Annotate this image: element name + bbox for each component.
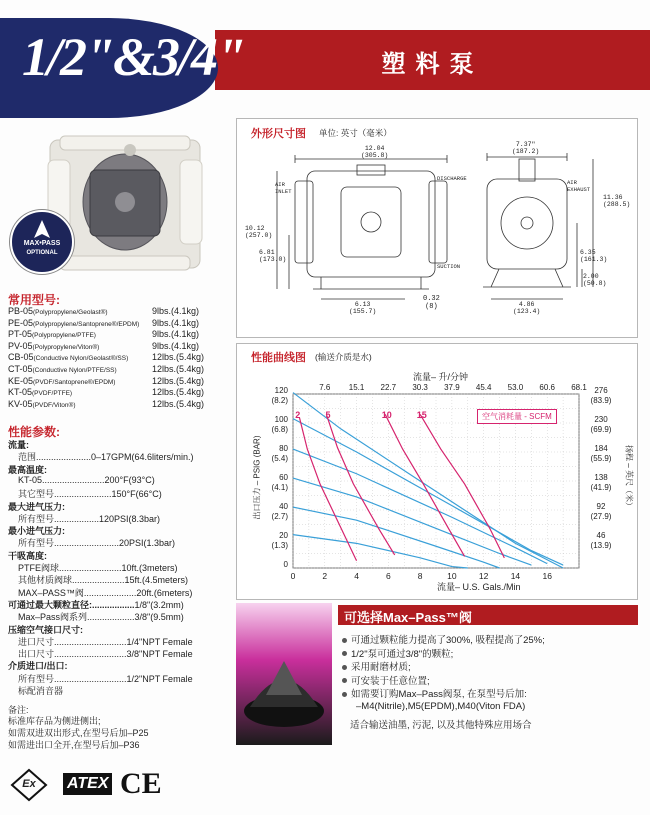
model-code: PE-05 [8,317,34,328]
spec-line [8,659,68,672]
y-left-tick-label: 40 [279,502,288,511]
bullet-text: 可安装于任意位置; [351,675,430,687]
y-right-tick-label: 92 [596,502,606,511]
models-heading: 常用型号: [8,293,60,307]
y-right-tick-label: 276 [594,386,608,395]
maxpass-footer-line: 适合输送油墨, 污泥, 以及其他特殊应用场合 [350,720,532,731]
model-desc: (Polypropylene/PTFE) [32,332,96,340]
model-desc: (Conductive Nylon/Geolast®/SS) [33,355,129,363]
maxpass-title-bar [338,605,638,625]
model-weight: 12lbs.(5.4kg) [152,387,205,398]
model-desc: (Polypropylene/Geolast®) [33,309,108,316]
spec-line [18,610,184,623]
model-row [8,376,115,386]
maxpass-bullet [342,688,632,702]
y-left-tick-label: 60 [279,473,288,482]
model-row [8,352,128,362]
spec-line [18,487,162,500]
model-code: KT-05 [8,387,33,398]
model-code: PB-05 [8,306,34,316]
dim-base-side: 4.86 [518,301,535,308]
dim-h-inlet: 6.81 [259,249,275,256]
spec-label: 可通过最大颗粒直径:................. [8,599,135,610]
spec-label: 其他材质阀球..................... [18,575,125,586]
dim-h-inlet-mm: (173.0) [259,256,287,263]
bullet-dot-icon [342,678,347,683]
dim-h-side-mm: (161.3) [580,256,608,263]
bullet-dot-icon [342,651,347,656]
atex-cert-logo: ATEX [63,773,112,795]
spec-label: 出口尺寸............................. [18,649,127,660]
spec-label: 最小进气压力: [8,526,65,537]
model-weight: 12lbs.(5.4kg) [152,375,205,386]
model-code: CB-05 [8,352,34,363]
y-right-m-label: (27.9) [590,512,612,521]
spec-line [18,536,175,549]
y-right-m-label: (41.9) [590,483,612,492]
spec-value: 3/8"NPT Female [126,649,193,660]
spec-line [8,524,65,537]
bullet-text: 可通过颗粒能力提高了300%, 吸程提高了25%; [351,635,545,646]
spec-line [18,475,155,485]
dim-h-total: 11.36 [603,194,623,201]
spec-value: 120PSI(8.3bar) [99,513,161,524]
spec-line [18,573,188,586]
y-left-bar-label: (6.8) [271,425,288,434]
specs-heading: 性能参数: [8,425,60,439]
spec-line [8,549,47,562]
x-tick-label: 2 [322,571,328,581]
spec-line [18,561,178,574]
dimensions-panel [236,118,638,338]
x-top-tick-label: 37.9 [444,383,460,392]
scfm-legend: 空气消耗量 - SCFM [477,409,557,424]
page-title: 塑料泵 [381,51,484,78]
spec-value: 15ft.(4.5meters) [124,575,189,586]
maxpass-title: 可选择Max–Pass™阀 [344,610,472,625]
spec-value: 20PSI(1.3bar) [119,538,176,549]
dim-h-foot: 2.00 [583,273,599,280]
model-weight: 12lbs.(5.4kg) [152,398,205,409]
spec-line [18,512,160,525]
label-air-inlet: AIR INLET [275,181,292,195]
spec-label: 介质进口/出口: [8,661,68,672]
x-top-tick-label: 15.1 [348,383,365,392]
spec-line [18,684,63,697]
dimensions-unit-note: 单位: 英寸（毫米） [319,128,392,138]
spec-label: 标配消音器 [18,686,64,696]
spec-label: KT-05......................... [18,474,105,485]
maxpass-bullet [342,661,632,675]
spec-line [18,635,193,648]
model-weight: 9lbs.(4.1kg) [152,329,200,340]
spec-value: 3/8"(9.5mm) [134,612,184,623]
dim-h-foot-mm: (50.8) [583,280,607,287]
performance-chart [237,344,637,599]
dim-foot-gap-mm: (8) [425,303,438,311]
bottom-axis-title: 流量– U.S. Gals./Min [437,582,521,592]
max-pass-badge [10,210,74,274]
y-left-bar-label: (8.2) [271,396,288,405]
title-bar [215,30,650,90]
y-right-m-label: (55.9) [590,454,612,463]
model-weight: 12lbs.(5.4kg) [152,364,205,374]
model-row [8,341,99,351]
model-desc: (Conductive Nylon/PTFE/SS) [32,367,117,374]
dim-h-left-mm: (257.0) [245,232,273,239]
label-discharge: DISCHARGE [437,175,467,182]
x-top-tick-label: 68.1 [571,383,587,392]
spec-value: 150°F(66°C) [111,489,162,500]
bullet-dot-icon [342,638,347,643]
y-right-tick-label: 230 [594,415,608,424]
spec-value: 1/8"(3.2mm) [134,599,184,610]
x-tick-label: 16 [542,571,552,581]
right-axis-title: 扬程 – 英尺（米） [624,445,634,510]
spec-label: 所有型号.......................... [18,538,120,549]
performance-panel [236,343,638,600]
model-weight: 12lbs.(5.4kg) [152,352,205,363]
label-air-exhaust: AIR EXHAUST [567,179,591,193]
spec-line [18,586,192,599]
model-row [8,399,76,409]
spec-value: 10ft.(3meters) [121,563,178,573]
note-line: 如需双进双出形式,在型号后加–P25 [8,728,149,738]
spec-label: 最高温度: [8,464,47,475]
scfm-label: 10 [381,410,392,420]
model-weight: 9lbs.(4.1kg) [152,317,200,328]
x-tick-label: 12 [478,571,489,581]
y-right-tick-label: 184 [594,444,608,453]
model-code: KE-05 [8,375,34,386]
model-desc: (Polypropylene/Santoprene®/EPDM) [33,320,140,328]
x-top-tick-label: 60.6 [539,383,556,392]
model-row [8,364,117,374]
ex-cert-logo: Ex [10,768,48,802]
bullet-dot-icon [342,665,347,670]
note-line: 标准库存品为侧进侧出; [8,716,101,726]
spec-label: 最大进气压力: [8,501,65,512]
performance-title: 性能曲线图 [251,352,306,364]
badge-line2: OPTIONAL [26,250,58,256]
model-weight: 9lbs.(4.1kg) [152,306,200,316]
performance-note: (输送介质是水) [315,352,372,362]
model-desc: (Polypropylene/Viton®) [32,343,100,351]
x-top-tick-label: 22.7 [380,383,397,392]
y-right-tick-label: 138 [594,473,608,482]
y-left-bar-label: (4.1) [271,483,288,492]
spec-line [18,647,193,660]
dim-base-front: 6.13 [354,301,371,308]
spec-label: 流量: [8,440,29,450]
scfm-label: 15 [416,410,427,420]
model-row [8,387,72,397]
spec-line [8,463,47,476]
model-desc: (PVDF/Viton®) [32,401,76,409]
model-row [8,329,96,339]
model-row [8,306,108,316]
y-right-m-label: (13.9) [590,541,612,550]
dim-w-front: 12.04 [364,145,385,152]
spec-label: PTFE阀球......................... [18,563,122,573]
note-line: 如需进出口全开,在型号后加–P36 [8,740,140,750]
spec-line [8,598,184,611]
spec-line [18,450,194,463]
scfm-label: 5 [325,410,331,420]
x-tick-label: 10 [447,571,457,581]
x-top-tick-label: 7.6 [319,383,331,392]
spec-label: 干吸高度: [8,550,47,561]
x-tick-label: 14 [510,571,521,581]
spec-line [8,500,65,513]
scfm-label: 2 [295,410,301,420]
bullet-text: 如需要订购Max–Pass阀泵, 在泵型号后加: [351,689,527,700]
spec-label: 所有型号............................. [18,673,127,684]
dimensions-title: 外形尺寸图 [251,128,306,140]
spec-label: 所有型号.................. [18,513,100,524]
size-logo-text: 1/2"&3/4" [22,27,244,87]
label-suction: SUCTION [437,263,461,270]
model-code: PV-05 [8,340,33,351]
x-tick-label: 4 [354,571,359,581]
spec-value: 1/2"NPT Female [126,673,193,684]
model-code: PT-05 [8,329,33,340]
ce-cert-logo: CE [120,767,162,800]
dim-h-side: 6.35 [580,249,596,256]
spec-label: 压缩空气接口尺寸: [8,624,83,635]
spec-value: 200°F(93°C) [104,474,155,485]
model-code: KV-05 [8,398,33,409]
model-desc: (PVDF/PTFE) [32,390,73,398]
maxpass-bullet [342,634,632,648]
maxpass-sub-line: –M4(Nitrile),M5(EPDM),M40(Viton FDA) [356,701,526,712]
y-left-bar-label: (1.3) [271,541,288,550]
spec-label: Max–Pass阀系列................... [18,612,135,623]
y-right-m-label: (69.9) [590,425,612,434]
maxpass-bullet [342,648,632,662]
dim-w-front-mm: (305.8) [361,152,389,159]
dim-h-left: 10.12 [245,225,265,232]
dim-w-side: 7.37" [515,141,536,148]
x-tick-label: 8 [417,571,423,581]
y-left-bar-label: (2.7) [271,512,288,521]
dim-foot-gap: 0.32 [423,295,440,303]
x-top-tick-label: 45.4 [475,383,492,392]
spec-line [18,672,193,685]
maxpass-image [236,603,332,745]
y-left-tick-label: 100 [274,415,288,424]
dim-h-total-mm: (288.5) [603,201,631,208]
model-desc: (PVDF/Santoprene®/EPDM) [33,378,116,386]
left-axis-title: 出口压力 – PSIG (BAR) [252,435,262,520]
spec-value: 1/4"NPT Female [126,636,193,647]
spec-value: 20ft.(6meters) [136,587,193,598]
x-tick-label: 0 [290,571,296,581]
spec-line [8,623,83,636]
y-left-tick-label: 120 [274,386,288,395]
spec-label: 范围......................0–17GPM(64.6liters/min.) [18,452,194,463]
bullet-text: 1/2"泵可通过3/8"的颗粒; [351,648,454,660]
badge-line1: MAX•PASS [23,240,61,247]
top-axis-title: 流量– 升/分钟 [413,372,469,382]
maxpass-bullets [342,634,632,702]
y-left-tick-label: 20 [279,531,288,540]
spec-label: MAX–PASS™阀..................... [18,587,137,598]
spec-line [8,438,29,451]
y-right-m-label: (83.9) [590,396,612,405]
notes-heading: 备注: [8,705,29,715]
x-top-tick-label: 30.3 [412,383,428,392]
spec-label: 进口尺寸............................. [18,636,127,647]
maxpass-bullet [342,675,632,689]
y-left-tick-label: 0 [283,560,288,569]
spec-label: 其它型号....................... [18,489,112,500]
x-tick-label: 6 [385,571,391,581]
dim-base-front-mm: (155.7) [349,308,377,315]
model-weight: 9lbs.(4.1kg) [152,340,200,351]
y-left-tick-label: 80 [279,444,288,453]
dim-w-side-mm: (187.2) [512,148,540,155]
x-top-tick-label: 53.0 [507,383,524,392]
model-row [8,318,139,328]
bullet-text: 采用耐磨材质; [351,662,411,673]
dim-base-side-mm: (123.4) [513,308,541,315]
y-right-tick-label: 46 [596,531,606,540]
y-left-bar-label: (5.4) [271,454,288,463]
notes-list [8,715,238,751]
bullet-dot-icon [342,692,347,697]
model-code: CT-05 [8,364,33,374]
